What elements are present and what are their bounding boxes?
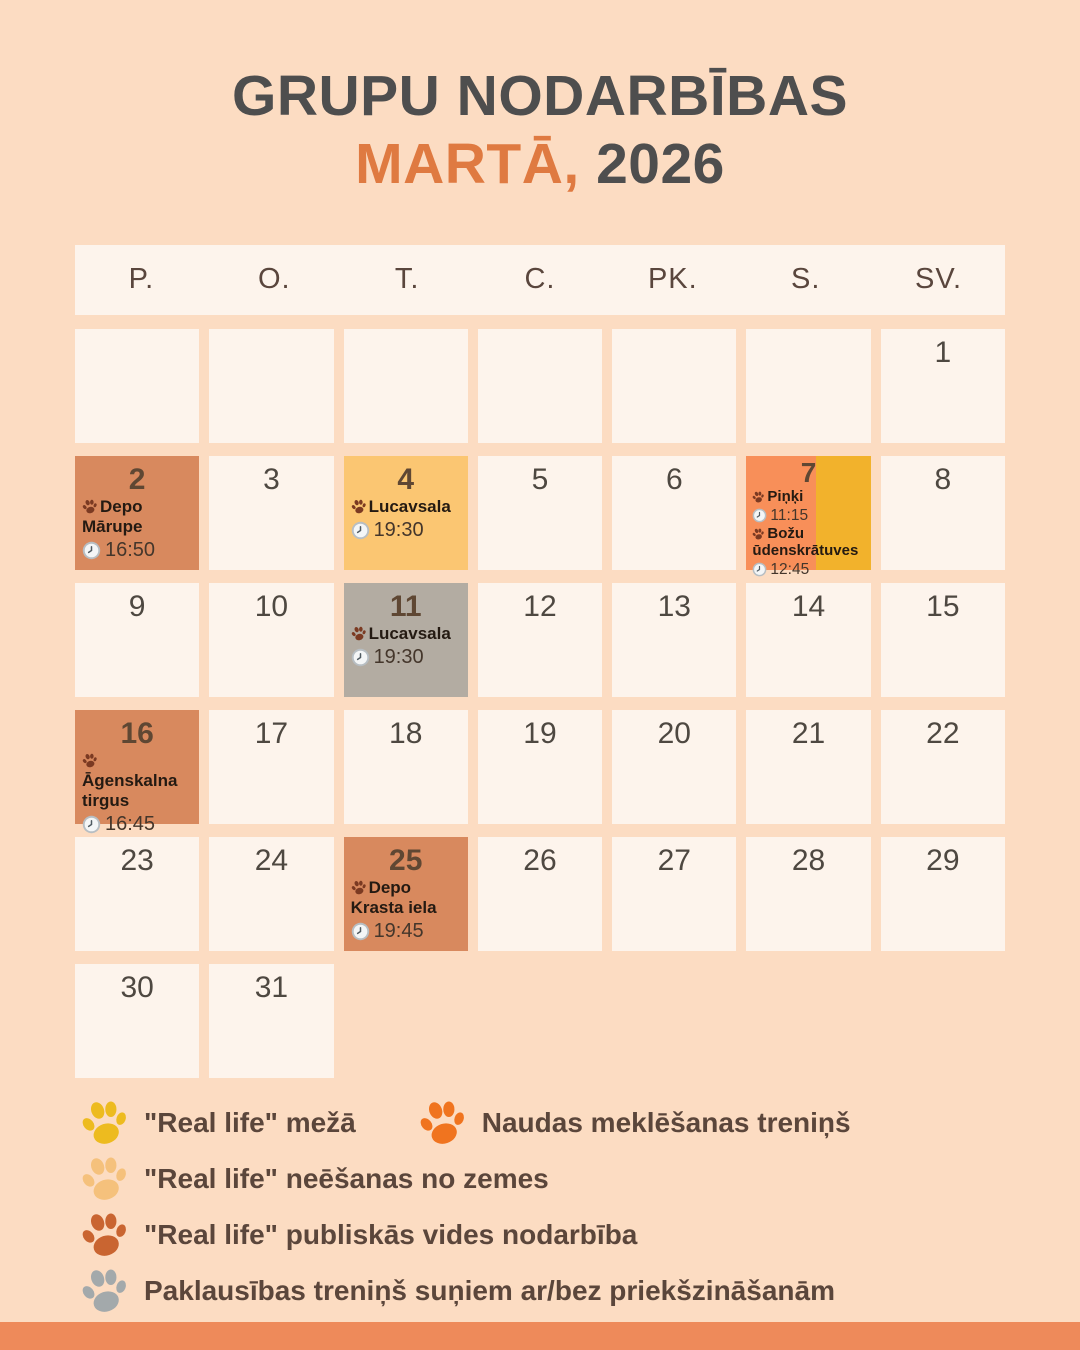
clock-icon	[82, 815, 101, 834]
event-location-text: Lucavsala	[368, 623, 451, 643]
day-cell-28	[746, 837, 870, 951]
event-time-text: 19:30	[373, 645, 424, 668]
day-cell-22	[881, 710, 1005, 824]
day-number: 24	[254, 843, 289, 877]
empty-cell	[75, 329, 199, 443]
paw-icon	[752, 525, 764, 542]
day-cell-14	[746, 583, 870, 697]
day-number: 10	[254, 589, 289, 623]
day-number: 3	[263, 462, 280, 496]
day-cell-18	[344, 710, 468, 824]
paw-icon	[351, 878, 366, 897]
day-number: 6	[665, 462, 683, 496]
day-number: 30	[120, 970, 154, 1004]
paw-icon	[80, 1155, 127, 1202]
event-time-text: 11:15	[770, 506, 809, 524]
legend-row	[80, 1156, 1080, 1202]
weekday-label: P.	[128, 263, 155, 296]
day-cell-13	[612, 583, 736, 697]
day-number: 13	[657, 589, 691, 623]
day-cell-31	[209, 964, 333, 1078]
day-number: 23	[120, 843, 154, 877]
day-number: 31	[254, 970, 289, 1004]
weekday-label: C.	[524, 263, 556, 296]
paw-icon	[82, 751, 97, 770]
day-cell-27	[612, 837, 736, 951]
day-number: 17	[254, 716, 289, 750]
empty-cell	[478, 329, 602, 443]
event-time-text: 16:45	[105, 812, 156, 835]
day-cell-20	[612, 710, 736, 824]
legend-row	[80, 1100, 1080, 1146]
clock-icon	[351, 648, 370, 667]
event-time	[351, 645, 463, 670]
day-cell-10	[209, 583, 333, 697]
calendar-grid	[75, 329, 1005, 1078]
legend-item	[80, 1099, 356, 1146]
day-number: 19	[523, 716, 557, 750]
day-cell-4	[344, 456, 468, 570]
clock-icon	[752, 562, 767, 577]
event-list	[344, 622, 468, 670]
day-number: 12	[523, 589, 557, 623]
day-cell-16	[75, 710, 199, 835]
legend-row	[80, 1212, 1080, 1258]
day-number: 1	[934, 335, 952, 369]
event-location-text: Lucavsala	[368, 496, 451, 516]
empty-cell	[612, 329, 736, 443]
day-number: 22	[926, 716, 960, 750]
event-location	[351, 497, 463, 517]
paw-icon	[80, 1211, 127, 1258]
day-cell-12	[478, 583, 602, 697]
event-list	[344, 876, 468, 944]
event-location	[752, 489, 866, 506]
event-time	[752, 560, 866, 579]
empty-cell	[209, 329, 333, 443]
weekday-label: O.	[257, 263, 291, 296]
legend-item	[80, 1267, 835, 1314]
day-cell-30	[75, 964, 199, 1078]
legend-row	[80, 1268, 1080, 1314]
day-number: 11	[389, 589, 422, 623]
day-number: 4	[397, 462, 415, 496]
event-location-text: Āgenskalna tirgus	[82, 770, 178, 810]
day-cell-11	[344, 583, 468, 697]
weekday-label: T.	[394, 263, 420, 296]
event-list	[75, 749, 199, 837]
day-cell-17	[209, 710, 333, 824]
day-number: 14	[791, 589, 826, 623]
day-cell-25	[344, 837, 468, 951]
day-number: 20	[657, 716, 691, 750]
legend-label: Paklausības treniņš suņiem ar/bez priekšzināšanām	[144, 1274, 835, 1306]
day-cell-15	[881, 583, 1005, 697]
day-cell-29	[881, 837, 1005, 951]
day-cell-2	[75, 456, 199, 570]
subtitle-year: 2026	[596, 132, 725, 197]
paw-icon	[80, 1099, 127, 1146]
weekday-header	[75, 245, 1005, 315]
clock-icon	[351, 922, 370, 941]
paw-icon	[82, 497, 97, 516]
event-location-text: Depo Krasta iela	[350, 877, 437, 917]
event-time-text: 16:50	[105, 538, 156, 561]
legend-item	[80, 1155, 549, 1202]
event-location-text: Piņķi	[767, 487, 804, 505]
day-cell-19	[478, 710, 602, 824]
clock-icon	[752, 508, 767, 523]
paw-icon	[418, 1099, 465, 1146]
weekday-label: S.	[791, 263, 821, 296]
event-list	[75, 495, 199, 563]
event-location	[351, 878, 463, 918]
paw-icon	[351, 497, 366, 516]
page-title: GRUPU NODARBĪBAS	[231, 64, 849, 128]
event-location	[82, 497, 194, 537]
day-number: 2	[128, 462, 146, 496]
event-time	[82, 812, 194, 837]
day-number: 5	[531, 462, 549, 496]
day-cell-8	[881, 456, 1005, 570]
event-time-text: 19:45	[373, 919, 424, 942]
legend-label: "Real life" publiskās vides nodarbība	[144, 1218, 638, 1250]
day-cell-23	[75, 837, 199, 951]
event-time-text: 12:45	[770, 560, 810, 578]
day-number: 26	[523, 843, 557, 877]
page-subtitle	[0, 130, 1080, 198]
legend	[80, 1100, 1080, 1314]
event-location-text: Depo Mārupe	[82, 496, 143, 536]
day-number: 29	[926, 843, 960, 877]
calendar	[75, 245, 1005, 1078]
day-number: 9	[128, 589, 146, 623]
event-time-text: 19:30	[373, 518, 424, 541]
day-number: 28	[791, 843, 826, 877]
empty-cell	[746, 329, 870, 443]
event-location-text: Božu ūdenskrātuves	[752, 524, 859, 559]
day-cell-1	[881, 329, 1005, 443]
day-number: 27	[657, 843, 691, 877]
paw-icon	[351, 624, 366, 643]
day-cell-24	[209, 837, 333, 951]
event-location	[351, 624, 463, 644]
day-cell-9	[75, 583, 199, 697]
event-location	[82, 751, 194, 811]
day-number: 8	[934, 462, 952, 496]
day-cell-6	[612, 456, 736, 570]
day-cell-21	[746, 710, 870, 824]
event-time	[351, 518, 463, 543]
clock-icon	[351, 521, 370, 540]
paw-icon	[80, 1267, 127, 1314]
title-block	[0, 0, 1080, 199]
day-number: 18	[389, 716, 423, 750]
event-list	[344, 495, 468, 543]
legend-label: "Real life" mežā	[144, 1106, 356, 1138]
event-time	[752, 506, 866, 525]
subtitle-month: MARTĀ,	[355, 132, 580, 197]
clock-icon	[82, 541, 101, 560]
event-location	[752, 526, 866, 560]
paw-icon	[752, 488, 764, 505]
legend-item	[80, 1211, 637, 1258]
day-number: 25	[389, 843, 423, 877]
day-cell-26	[478, 837, 602, 951]
event-time	[351, 919, 463, 944]
legend-label: Naudas meklēšanas treniņš	[481, 1106, 851, 1138]
day-cell-5	[478, 456, 602, 570]
legend-item	[418, 1099, 851, 1146]
day-number: 15	[926, 589, 960, 623]
day-cell-7	[746, 456, 870, 578]
day-number: 21	[791, 716, 826, 750]
weekday-label: SV.	[915, 263, 963, 296]
empty-cell	[344, 329, 468, 443]
bottom-bar	[0, 1322, 1080, 1350]
event-list	[746, 487, 870, 579]
event-time	[82, 538, 194, 563]
legend-label: "Real life" neēšanas no zemes	[144, 1162, 549, 1194]
day-cell-3	[209, 456, 333, 570]
day-number: 7	[800, 456, 817, 488]
weekday-label: PK.	[647, 263, 698, 296]
day-number: 16	[120, 716, 154, 750]
